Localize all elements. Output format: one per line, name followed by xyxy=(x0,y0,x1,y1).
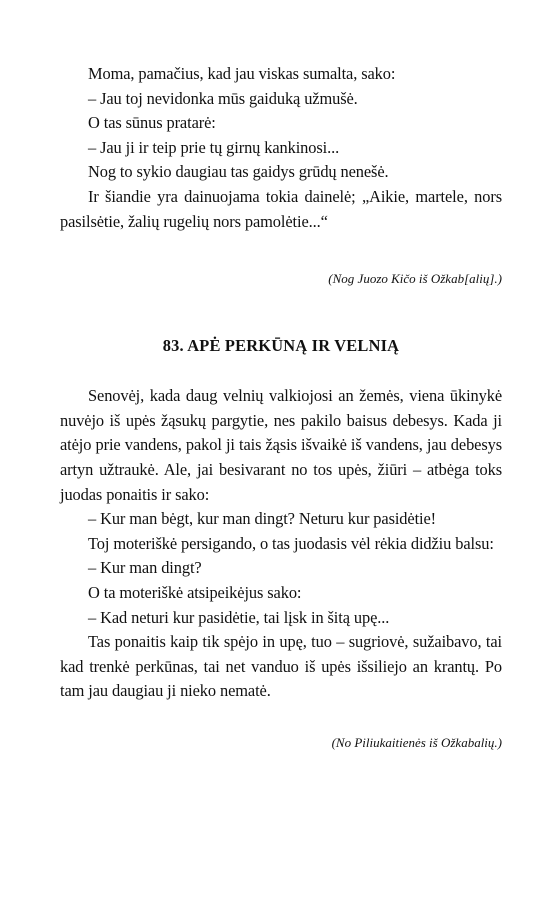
story-heading: 83. APĖ PERKŪNĄ IR VELNIĄ xyxy=(162,336,400,356)
paragraph: – Kur man dingt? xyxy=(88,558,202,578)
paragraph: Tas ponaitis kaip tik spėjo in upę, tuo – sugriovė, sužaibavo, tai kad trenkė perkūnas, tai net vanduo iš upės išsiliejo an krantų. Po tam jau daugiau ji nieko nematė. xyxy=(60,632,502,701)
section-story-end xyxy=(60,62,502,288)
source-attribution: (Nog Juozo Kičo iš Ožkab[alių].) xyxy=(328,271,502,287)
paragraph: O ta moteriškė atsipeikėjus sako: xyxy=(88,582,302,602)
paragraph: Moma, pamačius, kad jau viskas sumalta, sako: xyxy=(88,64,396,83)
source-attribution: (No Piliukaitienės iš Ožkabalių.) xyxy=(331,734,502,750)
paragraph: – Jau ji ir teip prie tų girnų kankinosi... xyxy=(88,137,340,157)
paragraph: Senovėj, kada daug velnių valkiojosi an žemės, viena ūkinykė nuvėjo iš upės žąsukų pargytie, nes pakilo baisus debesys. Kada ji atėjo prie vandens, pakol ji tais žąsis išvaikė iš vandens, jau debesys artyn užtraukė. Ale, jai besivarant no tos upės, žiūri – atbėga toks juodas ponaitis ir sako: xyxy=(60,386,502,504)
paragraph: – Kur man bėgt, kur man dingt? Neturu kur pasidėtie! xyxy=(88,509,437,529)
paragraph: Toj moteriškė persigando, o tas juodasis vėl rėkia didžiu balsu: xyxy=(88,533,494,553)
paragraph: – Jau toj nevidonka mūs gaiduką užmušė. xyxy=(88,88,358,108)
page-text xyxy=(60,62,502,752)
paragraph: – Kad neturi kur pasidėtie, tai lįsk in šitą upę... xyxy=(88,607,390,627)
paragraph: Ir šiandie yra dainuojama tokia dainelė; „Aikie, martele, nors pasilsėtie, žalių rugelių nors pamolėtie...“ xyxy=(60,186,502,231)
paragraph: O tas sūnus pratarė: xyxy=(88,113,216,133)
paragraph: Nog to sykio daugiau tas gaidys grūdų nenešė. xyxy=(88,162,389,182)
section-story-83 xyxy=(60,334,502,752)
